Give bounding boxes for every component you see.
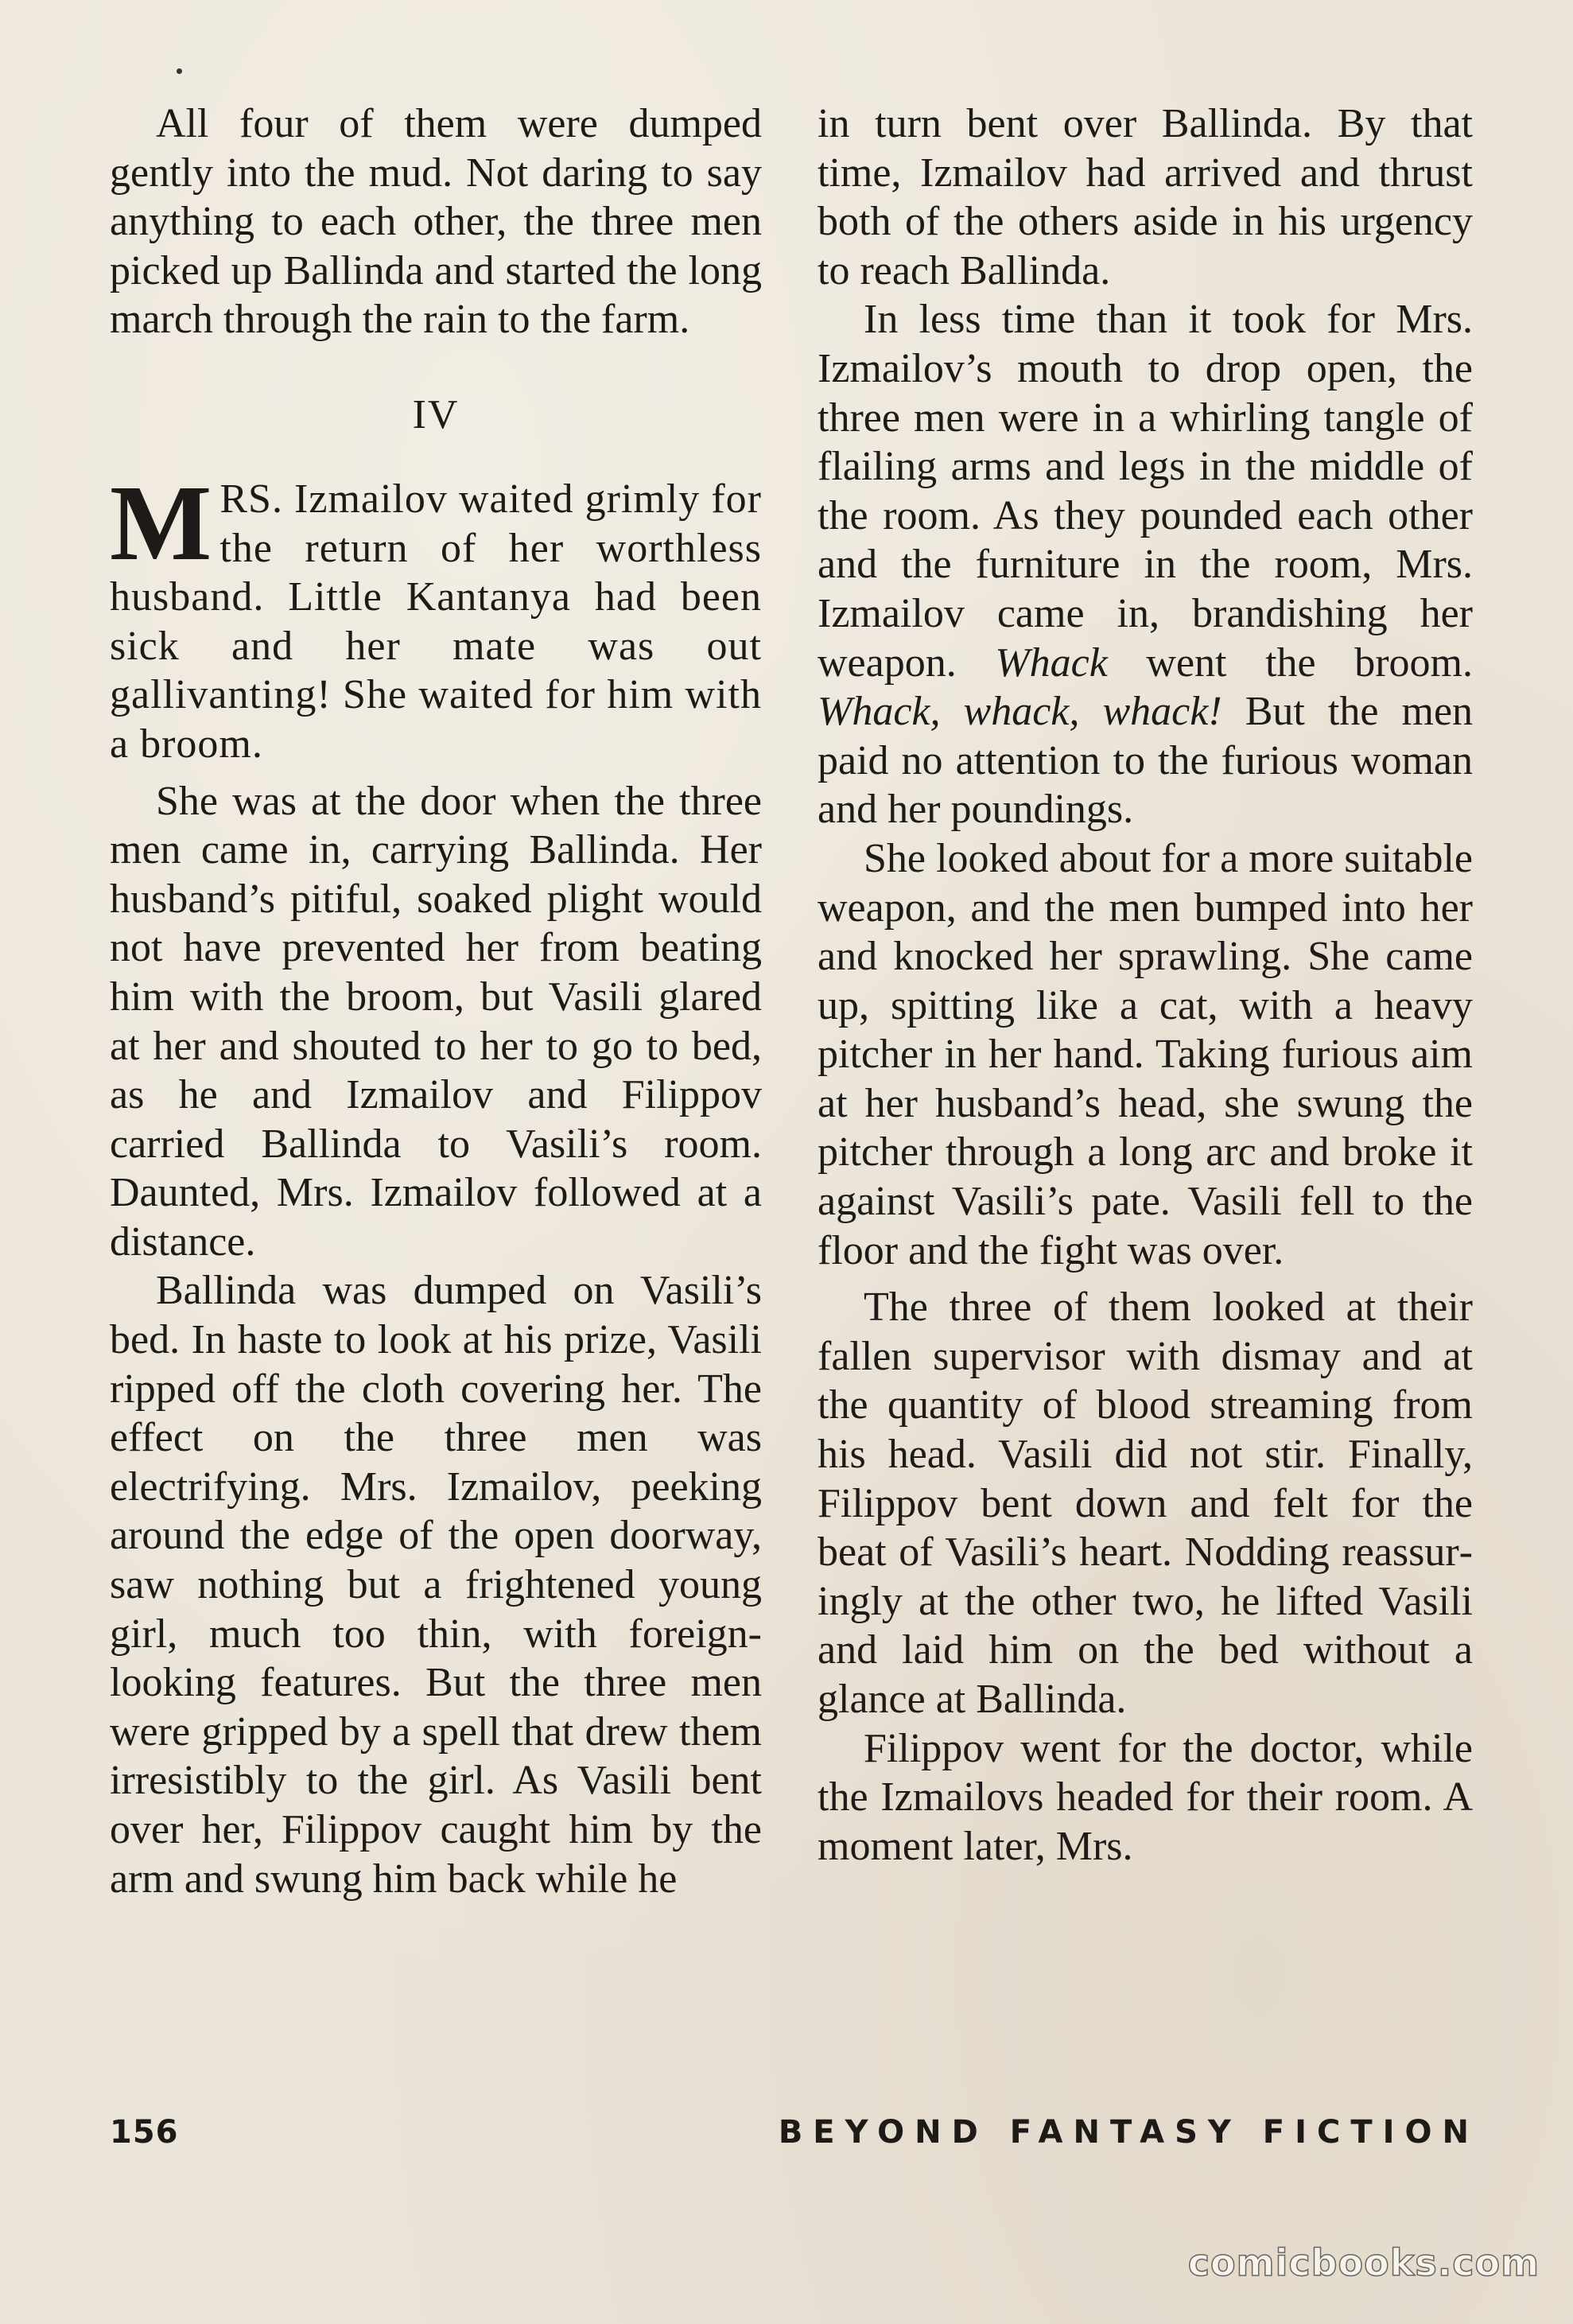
italic-text: Whack: [995, 639, 1108, 686]
paragraph: [818, 295, 1473, 834]
page-footer: [110, 2114, 1479, 2162]
paragraph: in turn bent over Ballinda. By that time, Izmailov had arrived and thrust both of the others aside in his urgency to reach Ballinda.: [818, 101, 1473, 293]
paragraph-dropcap: [110, 463, 762, 769]
paragraph-text: went the broom.: [1146, 639, 1474, 686]
paragraph-text: RS. Izmailov waited grimly for the return of her worthless husband. Little Kantanya had been sick and her mate was out gallivanting! She waited for him with a broom.: [110, 476, 762, 767]
stray-dot: [177, 68, 182, 74]
watermark: comicbooks.com: [1187, 2241, 1540, 2284]
paragraph-text: But the men paid no attention to the furious woman and her poundings.: [818, 689, 1474, 833]
paragraph: Filippov went for the doctor, while the Izmailovs headed for their room. A moment later, Mrs.: [818, 1725, 1473, 1869]
paragraph: She was at the door when the three men came in, carrying Ballinda. Her husband’s pitiful, soaked plight would not have prevented her from beating him with the broom, but Vasili glared at her and shouted to her to go to bed, as he and Izmailov and Filippov carried Ballinda to Vasili’s room. Daunted, Mrs. Izmailov followed at a distance.: [110, 778, 762, 1265]
section-number: IV: [412, 391, 460, 437]
italic-text: Whack, whack, whack!: [818, 689, 1222, 735]
running-title: BEYOND FANTASY FICTION: [778, 2114, 1479, 2151]
page-number: 156: [110, 2114, 179, 2151]
paragraph: Ballinda was dumped on Vasili’s bed. In haste to look at his prize, Vasili ripped off the cloth covering her. The effect on the three men was electrifying. Mrs. Izmailov, peeking around the edge of the open doorway, saw nothing but a frightened young girl, much too thin, with foreign-looking features. But the three men were gripped by a spell that drew them irresistibly to the girl. As Vasili bent over her, Filippov caught him by the arm and swung him back while he: [110, 1268, 762, 1902]
drop-cap: M: [110, 463, 212, 583]
paragraph: The three of them looked at their fallen supervisor with dismay and at the quantity of blood streaming from his head. Vasili did not stir. Finally, Filippov bent down and felt for the beat of Vasili’s heart. Nodding reassuringly at the other two, he lifted Vasili and laid him on the bed without a glance at Ballinda.: [818, 1284, 1473, 1722]
paragraph-text: In less time than it took for Mrs. Izmailov’s mouth to drop open, the three men were in a whirling tangle of flailing arms and legs in the middle of the room. As they pounded each other and the furniture in the room, Mrs. Izmailov came in, brandishing her weapon.: [818, 297, 1473, 686]
left-column: [110, 99, 762, 1903]
right-column: [818, 99, 1473, 1871]
paragraph: All four of them were dumped gently into the mud. Not daring to say anything to each other, the three men picked up Ballinda and started the long march through the rain to the farm.: [110, 101, 762, 343]
paragraph: She looked about for a more suitable weapon, and the men bumped into her and knocked her sprawling. She came up, spitting like a cat, with a heavy pitcher in her hand. Taking furious aim at her husband’s head, she swung the pitcher through a long arc and broke it against Vasili’s pate. Vasili fell to the floor and the fight was over.: [818, 835, 1473, 1273]
